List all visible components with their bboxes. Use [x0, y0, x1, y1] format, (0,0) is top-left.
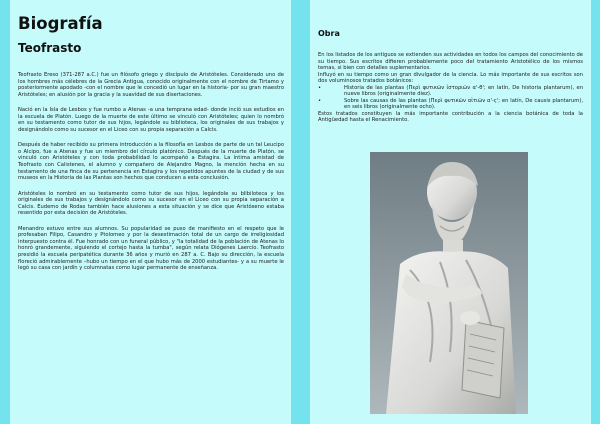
list-item [318, 85, 583, 98]
left-margin-band [0, 0, 10, 424]
obra-intro: En los listados de los antiguos se extienden sus actividades en todos los campos del conocimiento de su tiempo. Sus escritos difieren probablemente poco del tratamiento Aristotélico de los mismos temas, si bien con detalles suplementarios. [318, 52, 583, 72]
obra-intro-2: Influyó en su tiempo como un gran divulgador de la ciencia. Lo más importante de sus escritos son dos voluminosos tratados botánicos: [318, 71, 583, 85]
statue-illustration [370, 152, 528, 414]
bio-paragraph-1: Teofrasto Ereso (371-287 a.C.) fue un filósofo griego y discípulo de Aristóteles. Considerado uno de los hombres más célebres de la Grecia Antigua, conocido originalmente con el nombre de Tirtamo y posteriormente apodado -con el nombre que le concedió un lugar en la historia- por su gran maestro Aristóteles; en alusión por la gracia y la suavidad de sus disertaciones. [18, 72, 284, 98]
right-margin-band [591, 0, 600, 424]
left-page [10, 0, 291, 424]
page-title: Biografía [18, 14, 103, 33]
statue-photo [370, 152, 528, 414]
right-inner-band [300, 0, 310, 424]
list-item-text: Sobre las causas de las plantas (Περὶ φυτικῶν αἰτιῶν α'-ς'; en latín, De causis plantarum), en seis libros (originalmente ocho). [344, 97, 583, 111]
bullet-marker: • [318, 84, 322, 91]
bio-paragraph-4: Aristóteles lo nombró en su testamento como tutor de sus hijos, legándole su blibiloteca y los originales de sus trabajos y designándolo como su sucesor en el Liceo con su propia separación a Calcis. Eudemo de Rodas también hace alusiones a esta situación y se dice que Aristóxeno estaba resentido por esta decisión de Aristóteles. [18, 190, 284, 217]
bio-paragraph-3: Después de haber recibido su primera introducción a la filosofía en Lesbos de parte de un tal Leucipo o Alcipo, fue a Atenas y fue un miembro del círculo platónico. Después de la muerte de Platón, se vinculó con Aristóteles y con toda probabilidad lo acompañó a Estagira. La íntima amistad de Teofrasto con Calistenes, el alumno y compañero de Alejandro Magno, la mención hecha en su testamento de una finca de su pertenencia en Estagira y los repetidos apuntes de la ciudad y de sus museos en la Historia de las Plantas son hechos que conducen a esta conclusión. [18, 142, 284, 182]
bio-paragraph-2: Nació en la Isla de Lesbos y fue rumbo a Atenas -a una temprana edad- donde inció sus estudios en la escuela de Platón. Luego de la muerte de este último se vinculó con Aristóteles; quien lo nombró en su testamento como tutor de sus hijos, legándole su biblioteca, los originales de sus trabajos y designándolo como su sucesor en el Liceo con su propia separación a Calcis. [18, 107, 284, 133]
list-item [318, 98, 583, 111]
obra-closing: Estos tratados constituyen la más importante contribución a la ciencia botánica de toda la Antigüedad hasta el Renacimiento. [318, 110, 583, 124]
bullet-marker: • [318, 97, 322, 104]
left-inner-band [291, 0, 300, 424]
bio-paragraph-5: Menandro estuvo entre sus alumnos. Su popularidad se puso de manifiesto en el respeto que le profesaban Filipo, Casandro y Ptolomeo y por la desestimación total de un cargo de irreligiosidad interpuesto contra él. Fue honrado con un funeral público, y "la totalidad de la población de Atenas lo honró grandemente, siguiendo el cortejo hasta la tumba", según relata Diógenes Laercio. Teofrasto presidió la escuela peripatética durante 36 años y murió en 287 a. C. Bajo su dirección, la escuela floreció admirablemente –hubo un tiempo en el que hubo más de 2000 estudiantes- y a su muerte le legó su casa con jardín y columnatas como lugar permanente de enseñanza. [18, 225, 284, 272]
list-item-text: Historia de las plantas (Περὶ φυτικῶν ἱστοριῶν α'-θ'; en latín, De historia plantarum), en nueve libros (originalmente diez). [344, 84, 583, 98]
right-page [310, 0, 591, 424]
section-heading: Obra [318, 29, 340, 38]
page-subtitle: Teofrasto [18, 41, 82, 55]
